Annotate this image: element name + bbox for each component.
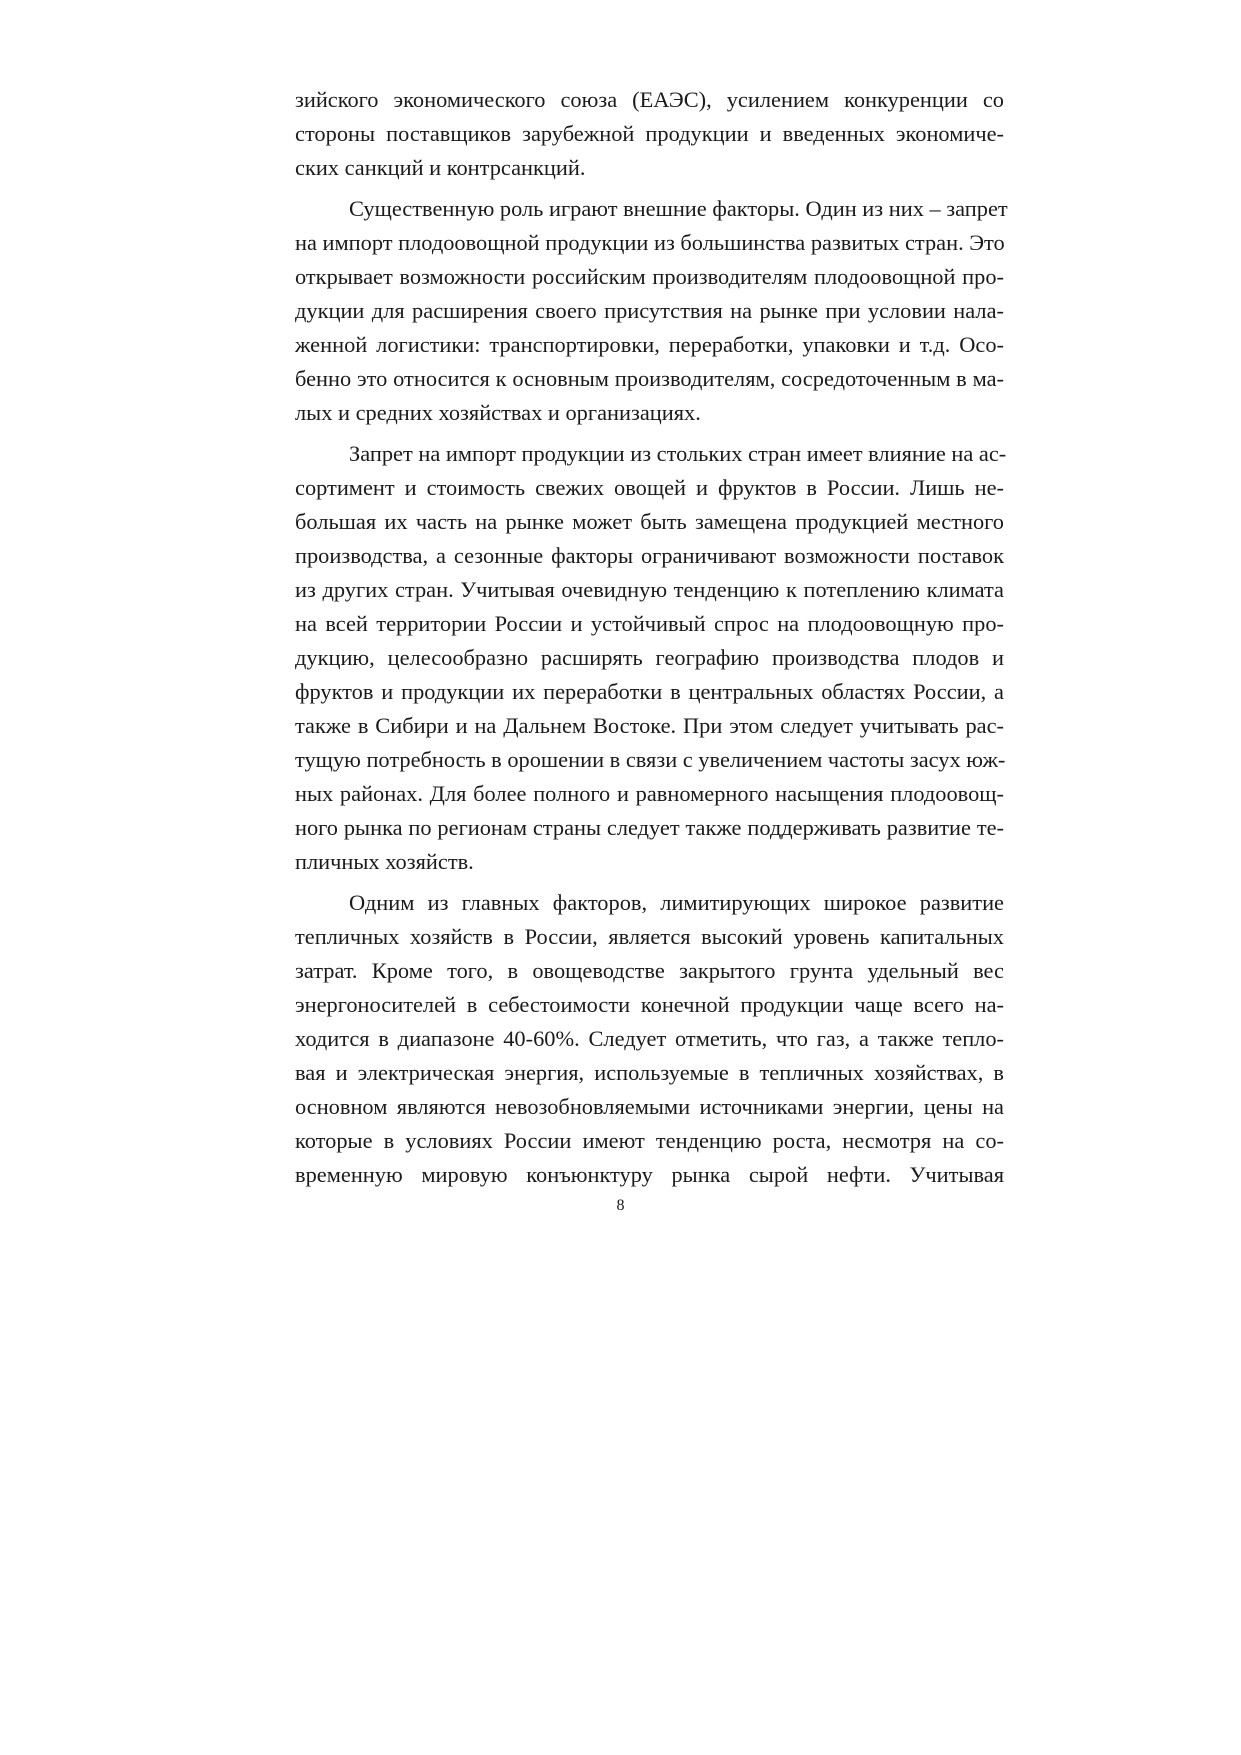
text-line: дукции для расширения своего присутствия на рынке при условии нала- [295, 298, 1004, 323]
text-line: на импорт плодоовощной продукции из большинства развитых стран. Это [295, 230, 1005, 255]
text-line: дукцию, целесообразно расширять географию производства плодов и [295, 645, 1004, 670]
text-line: лых и средних хозяйствах и организациях. [295, 400, 701, 425]
text-line: которые в условиях России имеют тенденцию роста, несмотря на со- [295, 1128, 1004, 1153]
text-line: открывает возможности российским производителям плодоовощной про- [295, 264, 1004, 289]
text-line: зийского экономического союза (ЕАЭС), усилением конкуренции со [295, 87, 1004, 112]
text-line: энергоносителей в себестоимости конечной продукции чаще всего на- [295, 992, 1004, 1017]
text-line: затрат. Кроме того, в овощеводстве закрытого грунта удельный вес [295, 958, 1004, 983]
text-line: временную мировую конъюнктуру рынка сырой нефти. Учитывая [295, 1162, 1004, 1187]
text-line: ных районах. Для более полного и равномерного насыщения плодоовощ- [295, 781, 1004, 806]
text-line: Одним из главных факторов, лимитирующих широкое развитие [349, 890, 1004, 915]
text-line: тущую потребность в орошении в связи с увеличением частоты засух юж- [295, 747, 1006, 772]
text-line: сортимент и стоимость свежих овощей и фруктов в России. Лишь не- [295, 475, 1004, 500]
text-line: ских санкций и контрсанкций. [295, 155, 586, 180]
text-line: пличных хозяйств. [295, 849, 474, 874]
text-line: Существенную роль играют внешние факторы. Один из них – запрет [349, 196, 1008, 221]
text-line: ного рынка по регионам страны следует также поддерживать развитие те- [295, 815, 1004, 840]
text-line: женной логистики: транспортировки, переработки, упаковки и т.д. Осо- [295, 332, 1004, 357]
text-line: основном являются невозобновляемыми источниками энергии, цены на [295, 1094, 1004, 1119]
text-line: бенно это относится к основным производителям, сосредоточенным в ма- [295, 366, 1004, 391]
text-line: ходится в диапазоне 40-60%. Следует отметить, что газ, а также тепло- [295, 1026, 1004, 1051]
text-line: тепличных хозяйств в России, является высокий уровень капитальных [295, 924, 1004, 949]
text-line: Запрет на импорт продукции из стольких стран имеет влияние на ас- [349, 441, 1007, 466]
text-line: из других стран. Учитывая очевидную тенденцию к потеплению климата [295, 577, 1004, 602]
text-line: на всей территории России и устойчивый спрос на плодоовощную про- [295, 611, 1004, 636]
page-number: 8 [616, 1197, 625, 1214]
text-line: производства, а сезонные факторы ограничивают возможности поставок [295, 543, 1004, 568]
text-line: фруктов и продукции их переработки в центральных областях России, а [295, 679, 1004, 704]
text-line: большая их часть на рынке может быть замещена продукцией местного [295, 509, 1004, 534]
text-line: стороны поставщиков зарубежной продукции и введенных экономиче- [295, 121, 1004, 146]
text-line: вая и электрическая энергия, используемые в тепличных хозяйствах, в [295, 1060, 1004, 1085]
body-text [295, 83, 1008, 1192]
text-line: также в Сибири и на Дальнем Востоке. При этом следует учитывать рас- [295, 713, 1004, 738]
